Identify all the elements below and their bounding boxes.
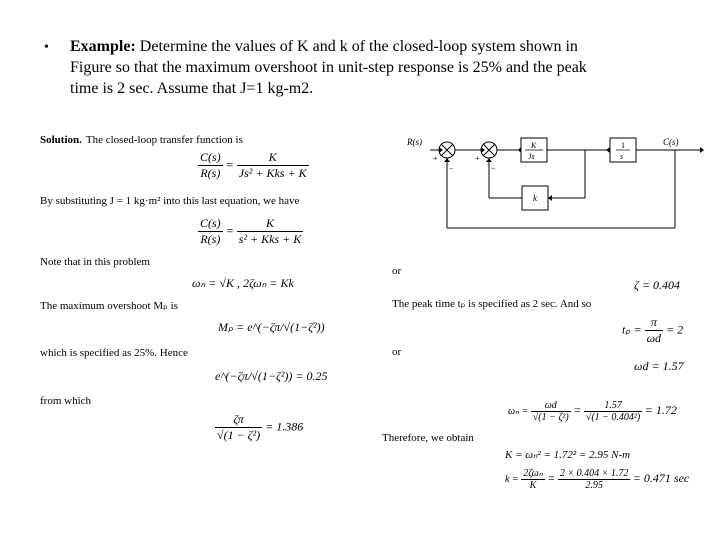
- mp-expression: Mₚ = e^(−ζπ/√(1−ζ²)): [218, 320, 325, 334]
- tp-lhs: tₚ =: [622, 322, 642, 337]
- wn-num1: ωd: [531, 400, 571, 412]
- tp-equation: [622, 315, 683, 346]
- example-line-3: time is 2 sec. Assume that J=1 kg-m2.: [70, 80, 314, 97]
- kk-num2: 2 × 0.404 × 1.72: [559, 468, 629, 479]
- example-text-1: Determine the values of K and k of the closed-loop system shown in: [139, 38, 578, 55]
- tp-value: = 2: [666, 322, 684, 337]
- solution-intro-text: The closed-loop transfer function is: [85, 134, 243, 146]
- overshoot-text: The maximum overshoot Mₚ is: [40, 300, 178, 312]
- tp-num: π: [645, 315, 663, 331]
- zeta-eq-den: √(1 − ζ²): [217, 428, 261, 442]
- example-line-1: [70, 36, 578, 57]
- minus-sign-2: −: [491, 164, 496, 173]
- kk-equation: k = $\frac{\text{2ζωₙ}}{K}$ = $\frac{2 \times 0.404 \times 1.72}{2.95}$ = 0.471 sec: [505, 468, 690, 491]
- wd-result: ωd = 1.57: [634, 359, 684, 373]
- wn-lhs: ωₙ =: [508, 405, 529, 417]
- bullet-point: •: [44, 40, 49, 55]
- tf1-lhs-num: C(s): [200, 150, 221, 164]
- kk-den2: 2.95: [585, 480, 603, 491]
- zeta-eq-value: = 1.386: [265, 419, 304, 434]
- minus-sign-1: −: [449, 164, 454, 173]
- plus-sign-2: +: [475, 154, 480, 163]
- solution-heading: Solution.: [40, 134, 82, 146]
- zeta-equation: [215, 412, 303, 443]
- plus-sign-1: +: [433, 154, 438, 163]
- substitute-text: By substituting J = 1 kg·m² into this last equation, we have: [40, 195, 300, 207]
- wn-num2: 1.57: [584, 400, 642, 412]
- wn-eq-sign: =: [573, 402, 582, 417]
- wn-den1: √(1 − ζ²): [532, 412, 569, 423]
- mp-value-expression: e^(−ζπ/√(1−ζ²)) = 0.25: [215, 369, 328, 383]
- tf1-lhs-den: R(s): [200, 166, 221, 180]
- input-label: R(s): [407, 137, 422, 147]
- therefore-text: Therefore, we obtain: [382, 432, 474, 444]
- zeta-eq-num: ζπ: [215, 412, 262, 428]
- tf1-den: Js² + Kks + K: [238, 166, 307, 180]
- solution-intro: [40, 130, 243, 148]
- kk-num1: 2ζωₙ: [523, 468, 543, 479]
- wn-relation: ωₙ = √K , 2ζωₙ = Kk: [192, 276, 294, 290]
- block-diagram: [405, 128, 705, 238]
- tf2-den: s² + Kks + K: [238, 232, 302, 246]
- transfer-function-2: $\frac{C(s)}{R(s)}$ = $\frac{K}{\text{s² + Kks + K}}$: [200, 216, 302, 246]
- tp-den: ωd: [646, 331, 662, 345]
- block2-numerator: 1: [621, 141, 625, 150]
- block1-numerator: K: [531, 141, 537, 150]
- specified-text: which is specified as 25%. Hence: [40, 347, 188, 359]
- zeta-result: ζ = 0.404: [634, 278, 680, 292]
- transfer-function-1: $\frac{C(s)}{R(s)}$ = $\frac{K}{\text{Js² + Kks + K}}$: [200, 150, 307, 180]
- wn-den2: √(1 − 0.404²): [585, 412, 641, 423]
- example-line-2: Figure so that the maximum overshoot in unit-step response is 25% and the peak: [70, 59, 587, 76]
- example-label: Example:: [70, 38, 136, 55]
- feedback-block-label: k: [533, 193, 537, 203]
- k-result: K = ωₙ² = 1.72² = 2.95 N-m: [505, 449, 631, 461]
- tf2-lhs-den: R(s): [200, 232, 221, 246]
- tf1-num: K: [237, 150, 309, 166]
- note-text: Note that in this problem: [40, 256, 150, 268]
- or-text-2: or: [392, 346, 402, 358]
- tf2-num: K: [237, 216, 303, 232]
- wn-equation: [508, 400, 677, 423]
- kk-value: = 0.471 sec: [632, 470, 690, 485]
- block1-denominator: Js: [528, 152, 535, 161]
- wn-value: = 1.72: [644, 402, 677, 417]
- or-text-1: or: [392, 265, 402, 277]
- kk-den1: K: [529, 480, 537, 491]
- kk-lhs: k =: [505, 473, 519, 485]
- peak-time-text: The peak time tₚ is specified as 2 sec. And so: [392, 298, 592, 310]
- tf2-lhs-num: C(s): [200, 216, 221, 230]
- block2-denominator: s: [620, 152, 624, 161]
- from-which-text: from which: [40, 395, 92, 407]
- output-label: C(s): [663, 137, 679, 147]
